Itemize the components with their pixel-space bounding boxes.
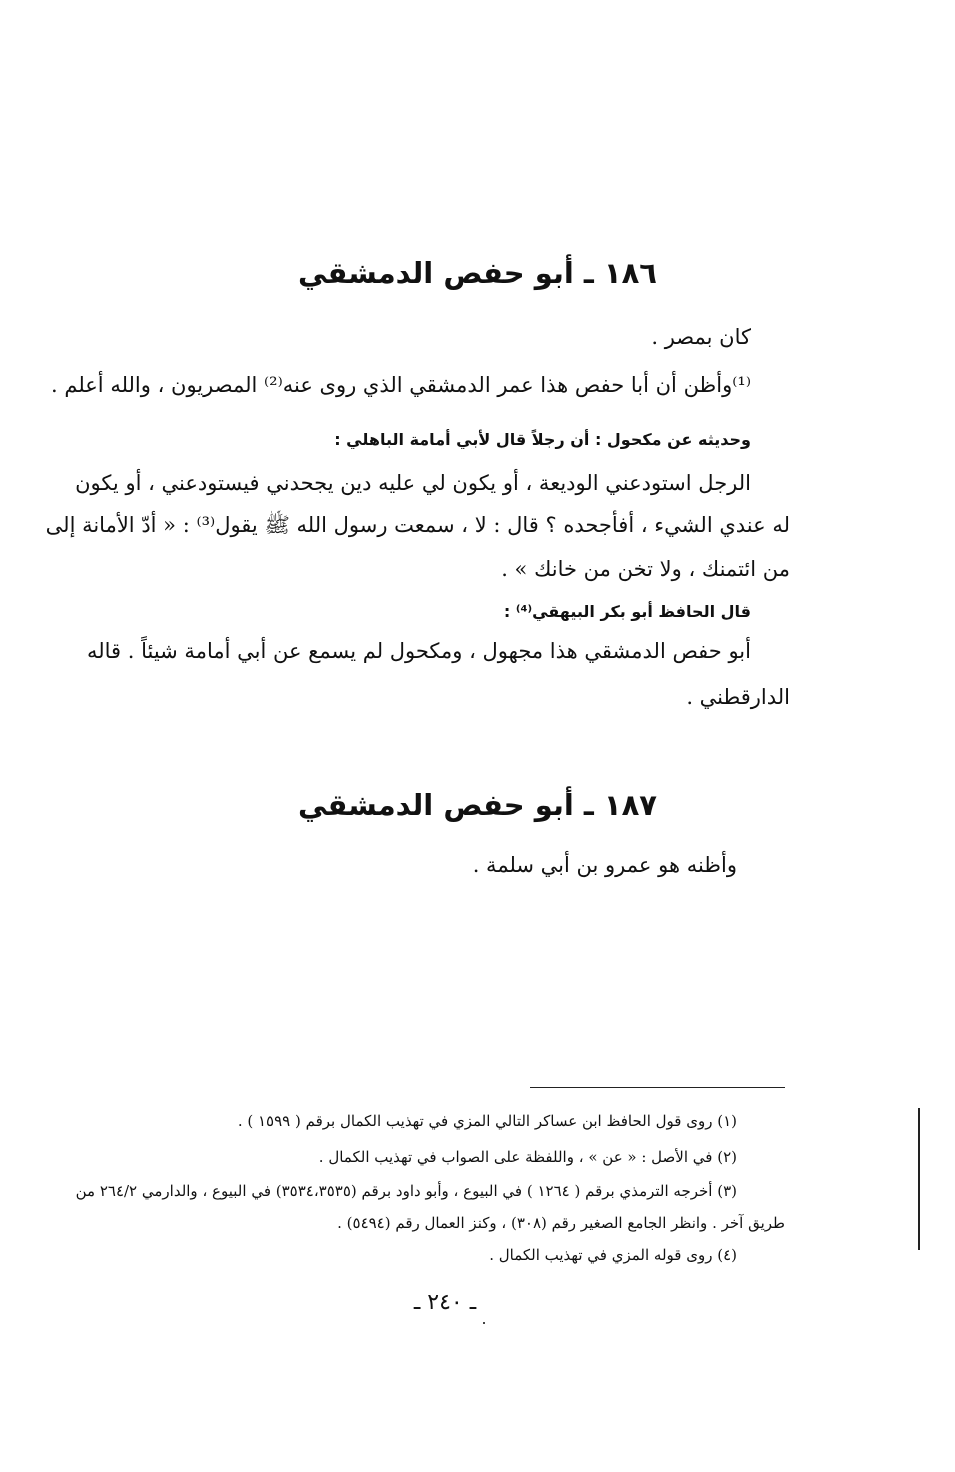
- entry-186-line-1: كان بمصر .: [651, 325, 751, 349]
- entry-186-line-2: ⁽¹⁾وأظن أن أبا حفص هذا عمر الدمشقي الذي روى عنه⁽²⁾ المصريون ، والله أعلم .: [51, 373, 751, 397]
- entry-186-para1-line-2: له عندي الشيء ، أفأجحده ؟ قال : لا ، سمعت رسول الله ﷺ يقول⁽³⁾ : « أدّ الأمانة إلى: [45, 513, 790, 537]
- footnote-1: (١) روى قول الحافظ ابن عساكر التالي المزي في تهذيب الكمال برقم ( ١٥٩٩ ) .: [237, 1112, 737, 1130]
- footnote-2: (٢) في الأصل : « عن » ، واللفظة على الصواب في تهذيب الكمال .: [318, 1148, 737, 1166]
- entry-186-para1-line-1: الرجل استودعني الوديعة ، أو يكون لي عليه دين يجحدني فيستودعني ، أو يكون: [75, 471, 751, 495]
- entry-187-heading: ١٨٧ ـ أبو حفص الدمشقي: [297, 788, 657, 822]
- margin-bar: [918, 1108, 920, 1250]
- entry-186-para2-line-1: أبو حفص الدمشقي هذا مجهول ، ومكحول لم يسمع عن أبي أمامة شيئاً . قاله: [86, 639, 751, 663]
- footnote-4: (٤) روى قوله المزي في تهذيب الكمال .: [489, 1246, 737, 1264]
- footnote-separator: [530, 1087, 785, 1088]
- entry-186-para1-line-3: من ائتمنك ، ولا تخن من خانك » .: [501, 557, 790, 581]
- entry-186-subheading-2: قال الحافظ أبو بكر البيهقي⁽⁴⁾ :: [503, 602, 751, 621]
- footnote-3-line-2: طريق آخر . وانظر الجامع الصغير رقم (٣٠٨) ، وكنز العمال رقم (٥٤٩٤) .: [337, 1214, 785, 1232]
- entry-186-subheading-1: وحديثه عن مكحول : أن رجلاً قال لأبي أمامة الباهلي :: [334, 430, 751, 449]
- scan-speck: [483, 1322, 485, 1324]
- entry-187-line-1: وأظنه هو عمرو بن أبي سلمة .: [472, 853, 737, 877]
- entry-186-heading: ١٨٦ ـ أبو حفص الدمشقي: [297, 256, 657, 290]
- footnote-3-line-1: (٣) أخرجه الترمذي برقم ( ١٢٦٤ ) في البيوع ، وأبو داود برقم (٣٥٣٤،٣٥٣٥) في البيوع ، والدارمي ٢٦٤/٢ من: [75, 1182, 737, 1200]
- page-number: ـ ٢٤٠ ـ: [413, 1290, 477, 1315]
- entry-186-para2-line-2: الدارقطني .: [686, 685, 790, 709]
